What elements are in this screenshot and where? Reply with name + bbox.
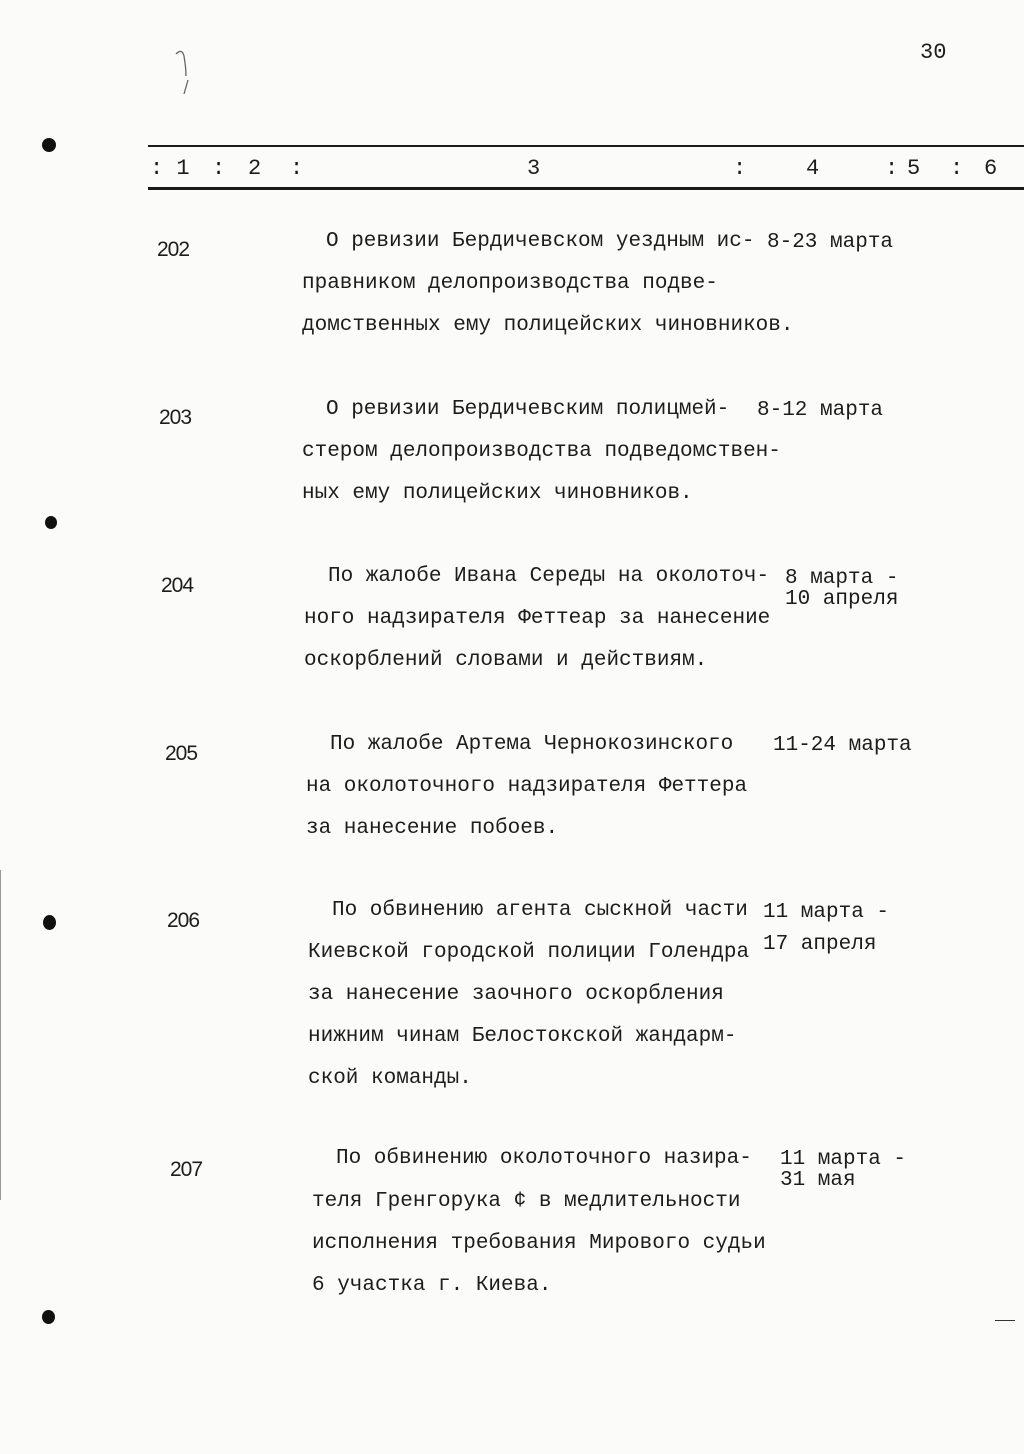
entry-text-line: ного надзирателя Феттеар за нанесение: [304, 607, 771, 630]
entry-date-line: 17 апреля: [763, 933, 877, 956]
entry-date-line: 8 марта -: [785, 567, 899, 590]
entry-text-line: за нанесение заочного оскорбления: [308, 983, 724, 1006]
entry-number: 203: [159, 406, 192, 429]
header-rule-bottom: [148, 187, 1024, 190]
entry-text-line: О ревизии Бердичевском уездным ис-: [326, 230, 755, 253]
entry-text-line: По обвинению околоточного назира-: [336, 1147, 752, 1170]
entry-text-line: стером делопроизводства подведомствен-: [302, 440, 781, 463]
header-rule-top: [148, 145, 1024, 147]
entry-text-line: По обвинению агента сыскной части: [332, 899, 748, 922]
entry-number: 206: [167, 909, 200, 932]
entry-date-line: 31 мая: [780, 1169, 856, 1192]
entry-date-line: 11 марта -: [763, 901, 890, 924]
column-header-6: 6: [984, 156, 998, 181]
entry-number: 205: [165, 742, 198, 765]
entry-text-line: ской команды.: [308, 1067, 472, 1090]
entry-date-line: 10 апреля: [785, 588, 899, 611]
entry-text-line: 6 участка г. Киева.: [312, 1274, 552, 1297]
column-header-1: : 1: [150, 156, 190, 181]
column-separator: :: [212, 156, 226, 181]
entry-number: 207: [170, 1158, 203, 1181]
binder-hole-mark: [42, 138, 56, 152]
entry-text-line: на околоточного надзирателя Феттера: [306, 775, 748, 798]
entry-text-line: Киевской городской полиции Голендра: [308, 941, 750, 964]
page-number: 30: [920, 40, 947, 65]
binder-hole-mark: [43, 915, 56, 930]
entry-date-line: 8-23 марта: [767, 231, 894, 254]
column-header-4: 4: [806, 156, 820, 181]
binder-hole-mark: [42, 1310, 55, 1324]
entry-text-line: нижним чинам Белостокской жандарм-: [308, 1025, 737, 1048]
entry-text-line: По жалобе Ивана Середы на околоточ-: [328, 565, 770, 588]
column-header-5: 5: [907, 156, 921, 181]
entry-text-line: ных ему полицейских чиновников.: [302, 482, 693, 505]
entry-text-line: оскорблений словами и действиям.: [304, 649, 708, 672]
entry-date-line: 11-24 марта: [773, 734, 912, 757]
column-header-2: 2: [248, 156, 262, 181]
entry-text-line: теля Гренгорука ¢ в медлительности: [312, 1190, 741, 1213]
scan-artifact-dash: [995, 1320, 1015, 1321]
column-separator: :: [885, 156, 899, 181]
entry-date-line: 8-12 марта: [757, 399, 884, 422]
pencil-mark-icon: [172, 46, 192, 96]
entry-text-line: По жалобе Артема Чернокозинского: [330, 733, 734, 756]
entry-text-line: домственных ему полицейских чиновников.: [302, 314, 794, 337]
entry-text-line: О ревизии Бердичевским полицмей-: [326, 398, 730, 421]
column-separator: :: [733, 156, 747, 181]
entry-text-line: за нанесение побоев.: [306, 817, 559, 840]
entry-date-line: 11 марта -: [780, 1148, 907, 1171]
column-separator: :: [290, 156, 304, 181]
entry-text-line: исполнения требования Мирового судьи: [312, 1232, 766, 1255]
column-header-3: 3: [527, 156, 541, 181]
entry-number: 204: [161, 574, 194, 597]
entry-text-line: правником делопроизводства подве-: [302, 272, 718, 295]
binder-hole-mark: [45, 516, 57, 529]
scan-edge-line: [0, 870, 1, 1200]
entry-number: 202: [157, 238, 190, 261]
column-separator: :: [950, 156, 964, 181]
